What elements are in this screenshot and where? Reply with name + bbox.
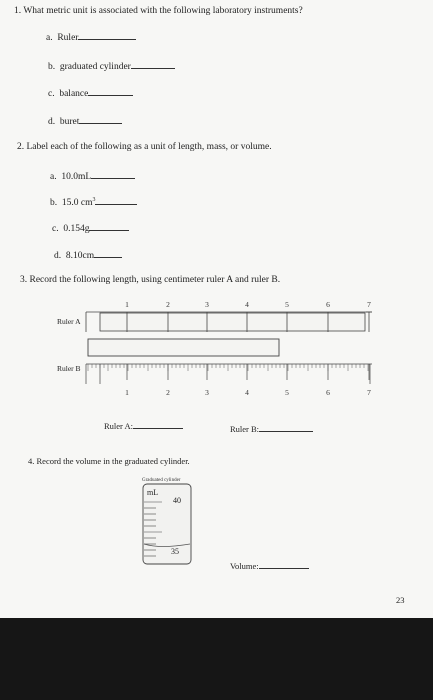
item-text: 0.154g	[63, 224, 90, 234]
ruler-b-number: 1	[125, 388, 129, 397]
ruler-a-number: 4	[245, 300, 249, 309]
q2-item-b	[50, 196, 137, 208]
item-letter: c.	[48, 89, 55, 99]
item-letter: b.	[50, 198, 58, 208]
answer-blank[interactable]	[259, 423, 313, 432]
item-letter: c.	[52, 224, 59, 234]
ruler-a-number: 2	[166, 300, 170, 309]
answer-blank[interactable]	[95, 196, 137, 205]
answer-blank[interactable]	[259, 560, 309, 569]
ruler-a-answer	[104, 420, 183, 431]
ruler-a-number: 6	[326, 300, 330, 309]
item-letter: a.	[46, 33, 53, 43]
item-text: buret	[59, 117, 80, 127]
volume-label: Volume:	[230, 561, 259, 571]
answer-blank[interactable]	[79, 115, 122, 124]
item-text: 8.10cm	[65, 251, 95, 261]
item-letter: b.	[48, 62, 56, 72]
answer-blank[interactable]	[91, 170, 135, 179]
dark-footer-area	[0, 618, 433, 700]
ruler-b-number: 3	[205, 388, 209, 397]
ruler-a-number: 3	[205, 300, 209, 309]
q2-item-a	[50, 170, 135, 182]
ruler-a-answer-label: Ruler A:	[104, 421, 134, 431]
ruler-b-number: 7	[367, 388, 371, 397]
superscript: 3	[92, 196, 96, 203]
mark-40: 40	[173, 496, 181, 505]
ruler-a-number: 7	[367, 300, 371, 309]
answer-blank[interactable]	[78, 31, 136, 40]
mark-35: 35	[171, 547, 179, 556]
ruler-b-answer	[230, 423, 313, 434]
question-3-title: 3. Record the following length, using centimeter ruler A and ruler B.	[20, 275, 281, 285]
ruler-b-number: 5	[285, 388, 289, 397]
ruler-b-number: 4	[245, 388, 249, 397]
answer-blank[interactable]	[131, 60, 175, 69]
ruler-b-minor-ticks	[88, 364, 368, 371]
answer-blank[interactable]	[88, 87, 133, 96]
item-letter: a.	[50, 172, 57, 182]
ruler-b-label: Ruler B	[57, 364, 81, 373]
q2-item-d	[54, 249, 122, 261]
ruler-b	[86, 364, 372, 384]
cylinder-unit: mL	[147, 488, 159, 497]
item-letter: d.	[48, 117, 56, 127]
question-2-title: 2. Label each of the following as a unit of length, mass, or volume.	[17, 142, 272, 152]
answer-blank[interactable]	[89, 222, 129, 231]
question-1-title: 1. What metric unit is associated with the following laboratory instruments?	[14, 6, 303, 16]
item-text: 15.0 cm	[61, 198, 93, 208]
measured-object	[88, 339, 279, 356]
ruler-b-answer-label: Ruler B:	[230, 424, 260, 434]
item-text: Ruler	[57, 33, 79, 43]
ruler-b-number: 2	[166, 388, 170, 397]
cylinder-caption: Graduated cylinder	[142, 478, 181, 483]
question-4-title: 4. Record the volume in the graduated cylinder.	[28, 456, 190, 466]
q2-item-c	[52, 222, 129, 234]
page-number: 23	[396, 595, 405, 605]
item-letter: d.	[54, 251, 62, 261]
rulers-figure	[0, 292, 433, 410]
item-text: graduated cylinder	[59, 62, 131, 72]
item-text: 10.0mL	[61, 172, 92, 182]
answer-blank[interactable]	[94, 249, 122, 258]
ruler-b-number: 6	[326, 388, 330, 397]
item-text: balance	[59, 89, 89, 99]
ruler-a	[86, 312, 372, 332]
q1-item-d	[48, 115, 122, 127]
q1-item-b	[48, 60, 175, 72]
graduated-cylinder-figure	[130, 472, 210, 567]
q1-item-a	[46, 31, 136, 43]
q1-item-c	[48, 87, 133, 99]
answer-blank[interactable]	[133, 420, 183, 429]
ruler-a-number: 5	[285, 300, 289, 309]
ruler-a-number: 1	[125, 300, 129, 309]
ruler-a-label: Ruler A	[57, 317, 81, 326]
volume-answer	[230, 560, 309, 571]
